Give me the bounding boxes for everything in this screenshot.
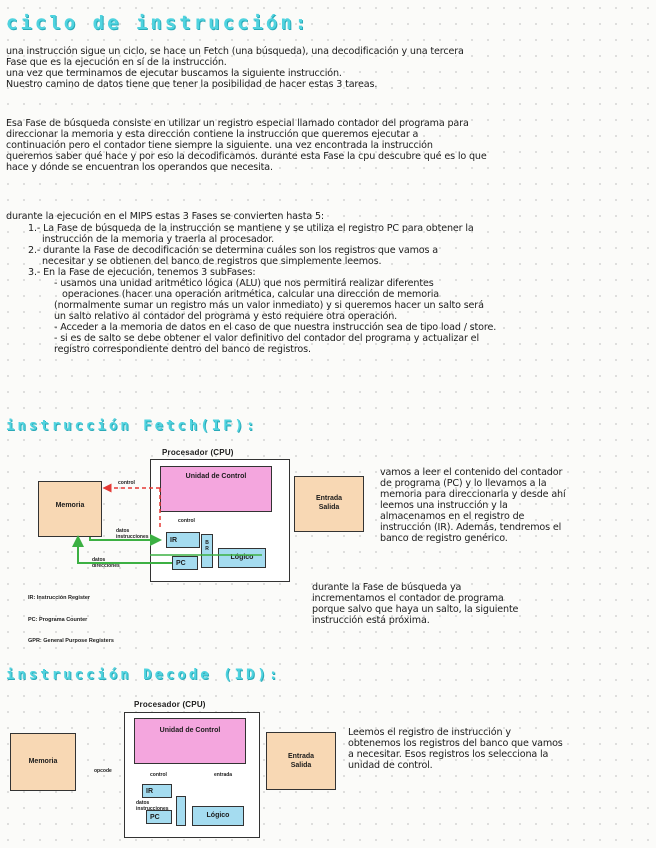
text-line: Esa Fase de búsqueda consiste en utilizar un registro especial llamado contador del programa para [6,118,469,129]
substep-line: registro correspondiente dentro del banco de registros. [54,344,311,355]
io-label-2 [266,752,336,770]
processor-label: Procesador (CPU) [162,448,234,457]
decode-title: instrucción Decode (ID): [6,667,281,683]
logic-label-2: Lógico [206,812,230,819]
wire-label-line: datos [136,800,150,806]
memory-label-2: Memoria [28,758,58,765]
step-line: 1.- La Fase de búsqueda de la instrucción se mantiene y se utiliza el registro PC para obtener la [28,223,474,234]
substep-line: - si es de salto se debe obtener el valor definitivo del contador del programa y actualizar el [54,333,479,344]
control-label-2: control [150,772,167,778]
io-label-line: Entrada [315,495,343,502]
io-label-line: Salida [290,762,312,769]
logic-label: Lógico [230,554,254,561]
intro-paragraph [6,46,646,90]
text-line: continuación pero el contador tiene siempre la siguiente. una vez encontrada la instrucción [6,140,433,151]
text-line: vamos a leer el contenido del contador [380,467,563,478]
page-title: ciclo de instrucción: [6,12,310,34]
substep-line: (normalmente sumar un registro más un valor inmediato) y si queremos hacer un salto será [54,300,484,311]
wire-label-line: datos [92,557,106,563]
text-line: a necesitar. Esos registros los selecciona la [348,749,549,760]
data-addr-label [92,557,120,569]
text-line: banco de registro genérico. [380,533,508,544]
step-line: 2.- durante la Fase de decodificación se determina cuáles son los registros que vamos a [28,245,438,256]
substep-line: - Acceder a la memoria de datos en el caso de que nuestra instrucción sea de tipo load / store. [54,322,497,333]
steps-list [6,223,496,355]
legend-ir: IR: Instrucción Register [28,595,91,601]
text-line: unidad de control. [348,760,433,771]
text-line: Leemos el registro de instrucción y [348,727,511,738]
pc-label: PC [176,560,186,567]
entrada-label: entrada [214,772,233,778]
text-line: Nuestro camino de datos tiene que tener la posibilidad de hacer estas 3 tareas. [6,79,378,90]
text-line: de programa (PC) y lo llevamos a la [380,478,547,489]
legend-gpr: GPR: General Purpose Registers [28,638,114,644]
substep-line: operaciones (hacer una operación aritmética, calcular una dirección de memoria [62,289,439,300]
substep-line: un salto relativo al contador del programa y esto requiere otra operación. [54,311,398,322]
fetch-note-text [312,582,518,626]
fetch-title: instrucción Fetch(IF): [6,418,258,434]
text-line: instrucción (IR). Además, tendremos el [380,522,562,533]
text-line: obtenemos los registros del banco que vamos [348,738,563,749]
text-line: queremos saber qué hace y por eso la decodificamos. durante esta Fase la cpu descubre qué es lo que [6,151,487,162]
text-line: memoria para direccionarla y desde ahí [380,489,566,500]
text-line: durante la Fase de búsqueda ya [312,582,462,593]
processor-label-2: Procesador (CPU) [134,700,206,709]
io-label [294,494,364,512]
legend-pc: PC: Programa Counter [28,617,88,623]
control-unit-box-2 [134,718,246,764]
io-label-line: Entrada [287,753,315,760]
register-bank-2 [176,796,186,826]
text-line: instrucción está próxima. [312,615,430,626]
data-instr-label-2 [136,800,169,812]
text-line: leemos una instrucción y la [380,500,508,511]
bank-label: B R [205,540,209,552]
wire-label-line: instrucciones [136,806,169,812]
text-line: porque salvo que haya un salto, la siguiente [312,604,519,615]
wire-label-line: datos [116,528,130,534]
exec-intro: durante la ejecución en el MIPS estas 3 Fases se convierten hasta 5: [6,211,324,222]
fetch-paragraph [6,118,646,173]
wire-label-line: direcciones [92,563,120,569]
fetch-side-text [380,467,566,544]
io-label-line: Salida [318,504,340,511]
memory-label: Memoria [55,502,85,509]
step-line: necesitar y se obtienen del banco de registros que simplemente leemos. [42,256,382,267]
wire-label-line: instrucciones [116,534,149,540]
pc-label-2: PC [150,814,160,821]
text-line: almacenamos en el registro de [380,511,525,522]
text-line: incrementamos el contador de programa [312,593,504,604]
data-instr-label [116,528,149,540]
control-wire-label: control [118,480,135,486]
substep-line: - usamos una unidad aritmético lógica (ALU) que nos permitirá realizar diferentes [54,278,434,289]
ir-label: IR [170,537,177,544]
control-unit-label: Unidad de Control [185,473,247,480]
text-line: hace y dónde se encuentran los operandos que necesita. [6,162,273,173]
opcode-label: opcode [94,768,112,774]
step-line: 3.- En la Fase de ejecución, tenemos 3 subFases: [28,267,256,278]
text-line: Fase que es la ejecución en sí de la instrucción. [6,57,227,68]
control-unit-label-2: Unidad de Control [159,727,221,734]
text-line: una instrucción sigue un ciclo, se hace un Fetch (una búsqueda), una decodificación y una tercera [6,46,464,57]
text-line: direccionar la memoria y esta dirección contiene la instrucción que queremos ejecutar a [6,129,419,140]
step-line: instrucción de la memoria y traerla al procesador. [42,234,275,245]
control-label: control [178,518,195,524]
text-line: una vez que terminamos de ejecutar buscamos la siguiente instrucción. [6,68,342,79]
ir-label-2: IR [146,788,153,795]
decode-side-text [348,727,563,771]
